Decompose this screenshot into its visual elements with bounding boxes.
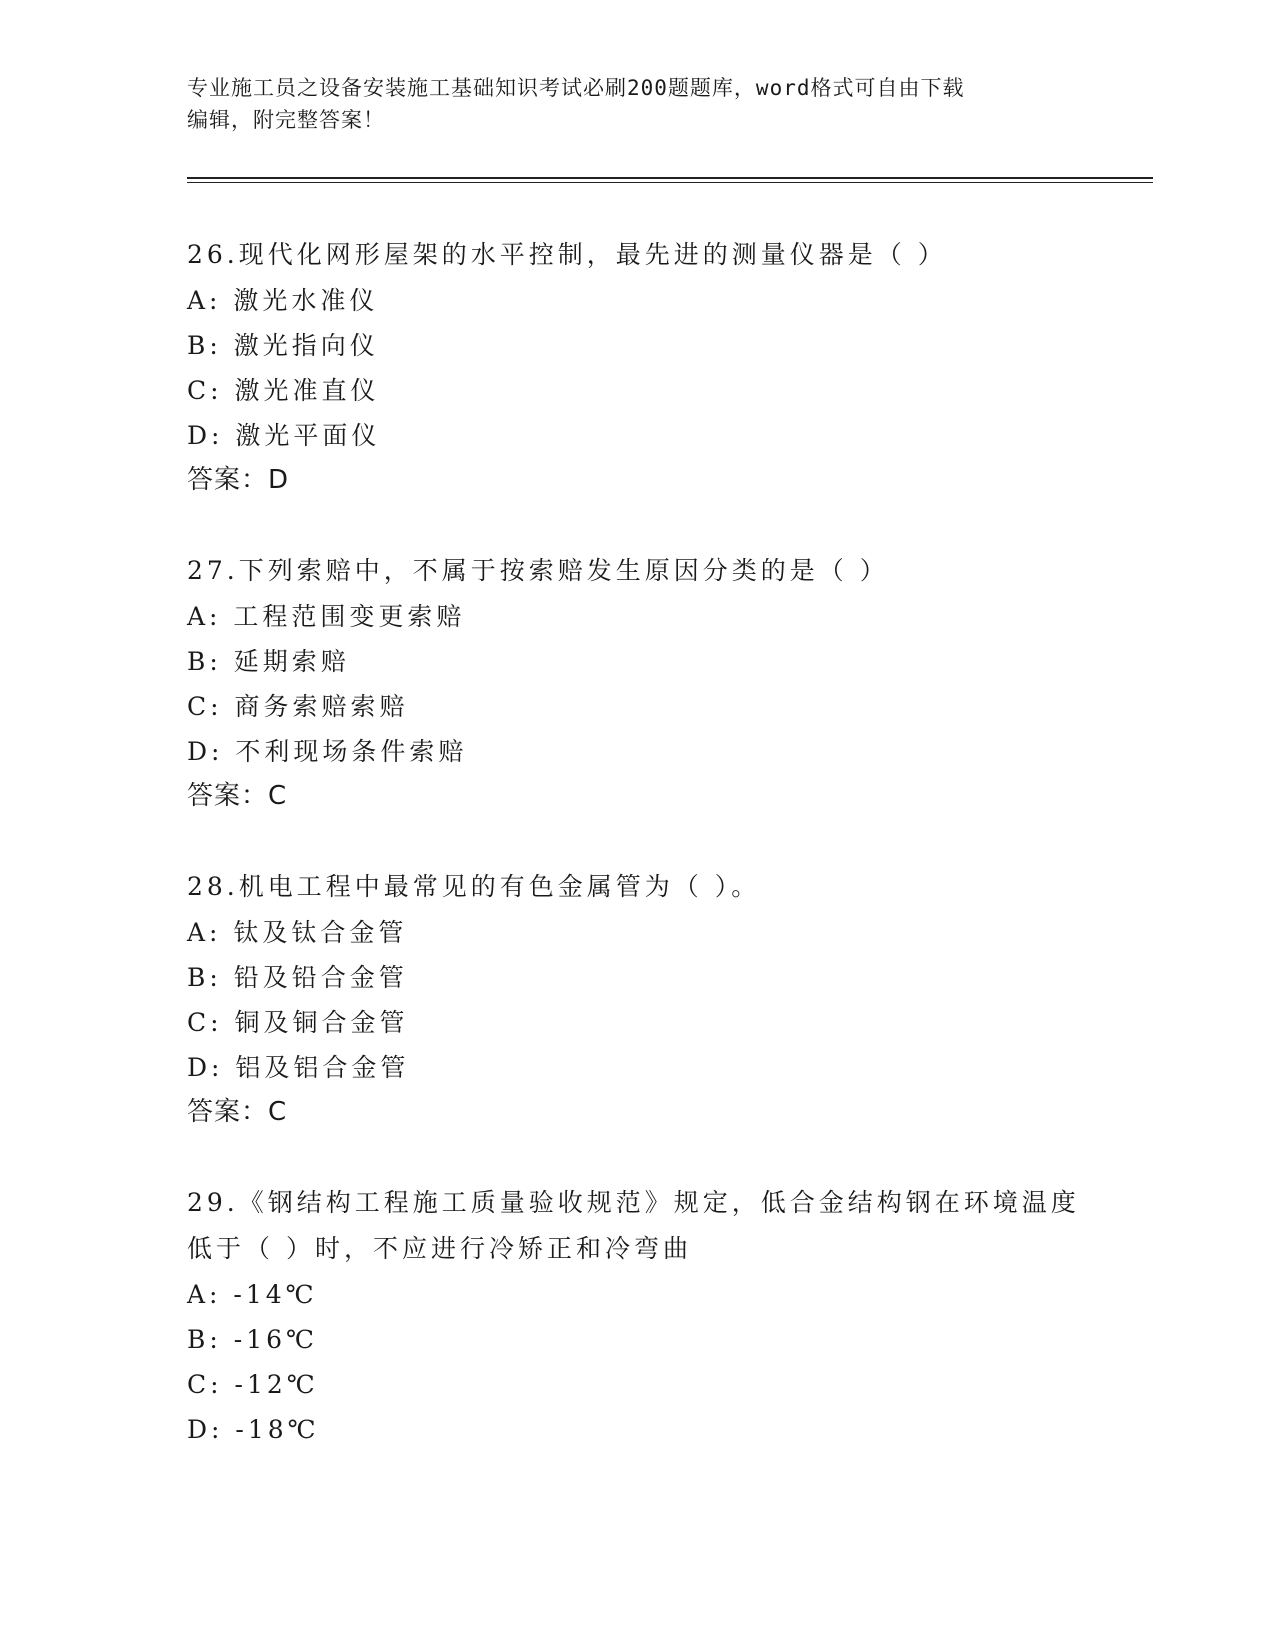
option-c: C: 商务索赔索赔 bbox=[187, 692, 409, 721]
option-d: D: 不利现场条件索赔 bbox=[187, 737, 468, 766]
answer: 答案：C bbox=[187, 1097, 288, 1127]
option-c: C: 铜及铜合金管 bbox=[187, 1008, 409, 1037]
option-b: B: -16℃ bbox=[187, 1325, 318, 1354]
question-list bbox=[187, 232, 1147, 1498]
option-d: D: 激光平面仪 bbox=[187, 421, 381, 450]
header-line-1: 专业施工员之设备安装施工基础知识考试必刷200题题库，word格式可自由下载 bbox=[187, 76, 965, 100]
option-b: B: 铅及铅合金管 bbox=[187, 963, 408, 992]
question-26 bbox=[187, 232, 1147, 502]
header-line-2: 编辑，附完整答案！ bbox=[187, 108, 385, 132]
answer: 答案：C bbox=[187, 781, 288, 811]
question-stem-line-1: 29.《钢结构工程施工质量验收规范》规定，低合金结构钢在环境温度 bbox=[187, 1188, 1080, 1217]
question-27 bbox=[187, 548, 1147, 818]
question-28 bbox=[187, 864, 1147, 1134]
option-a: A: -14℃ bbox=[187, 1280, 318, 1309]
question-stem: 26.现代化网形屋架的水平控制，最先进的测量仪器是（ ） bbox=[187, 240, 947, 269]
option-d: D: -18℃ bbox=[187, 1415, 320, 1444]
header-divider-thin bbox=[187, 182, 1153, 183]
option-a: A: 激光水准仪 bbox=[187, 286, 379, 315]
question-stem: 28.机电工程中最常见的有色金属管为（ ）。 bbox=[187, 872, 761, 901]
question-stem-line-2: 低于（ ）时，不应进行冷矫正和冷弯曲 bbox=[187, 1234, 692, 1263]
question-stem: 27.下列索赔中，不属于按索赔发生原因分类的是（ ） bbox=[187, 556, 889, 585]
answer: 答案：D bbox=[187, 465, 290, 495]
option-a: A: 工程范围变更索赔 bbox=[187, 602, 466, 631]
document-header bbox=[187, 72, 1077, 136]
option-b: B: 激光指向仪 bbox=[187, 331, 379, 360]
option-a: A: 钛及钛合金管 bbox=[187, 918, 408, 947]
option-c: C: 激光准直仪 bbox=[187, 376, 380, 405]
option-d: D: 铝及铝合金管 bbox=[187, 1053, 410, 1082]
option-c: C: -12℃ bbox=[187, 1370, 319, 1399]
option-b: B: 延期索赔 bbox=[187, 647, 350, 676]
question-29 bbox=[187, 1180, 1147, 1452]
header-divider bbox=[187, 177, 1153, 179]
